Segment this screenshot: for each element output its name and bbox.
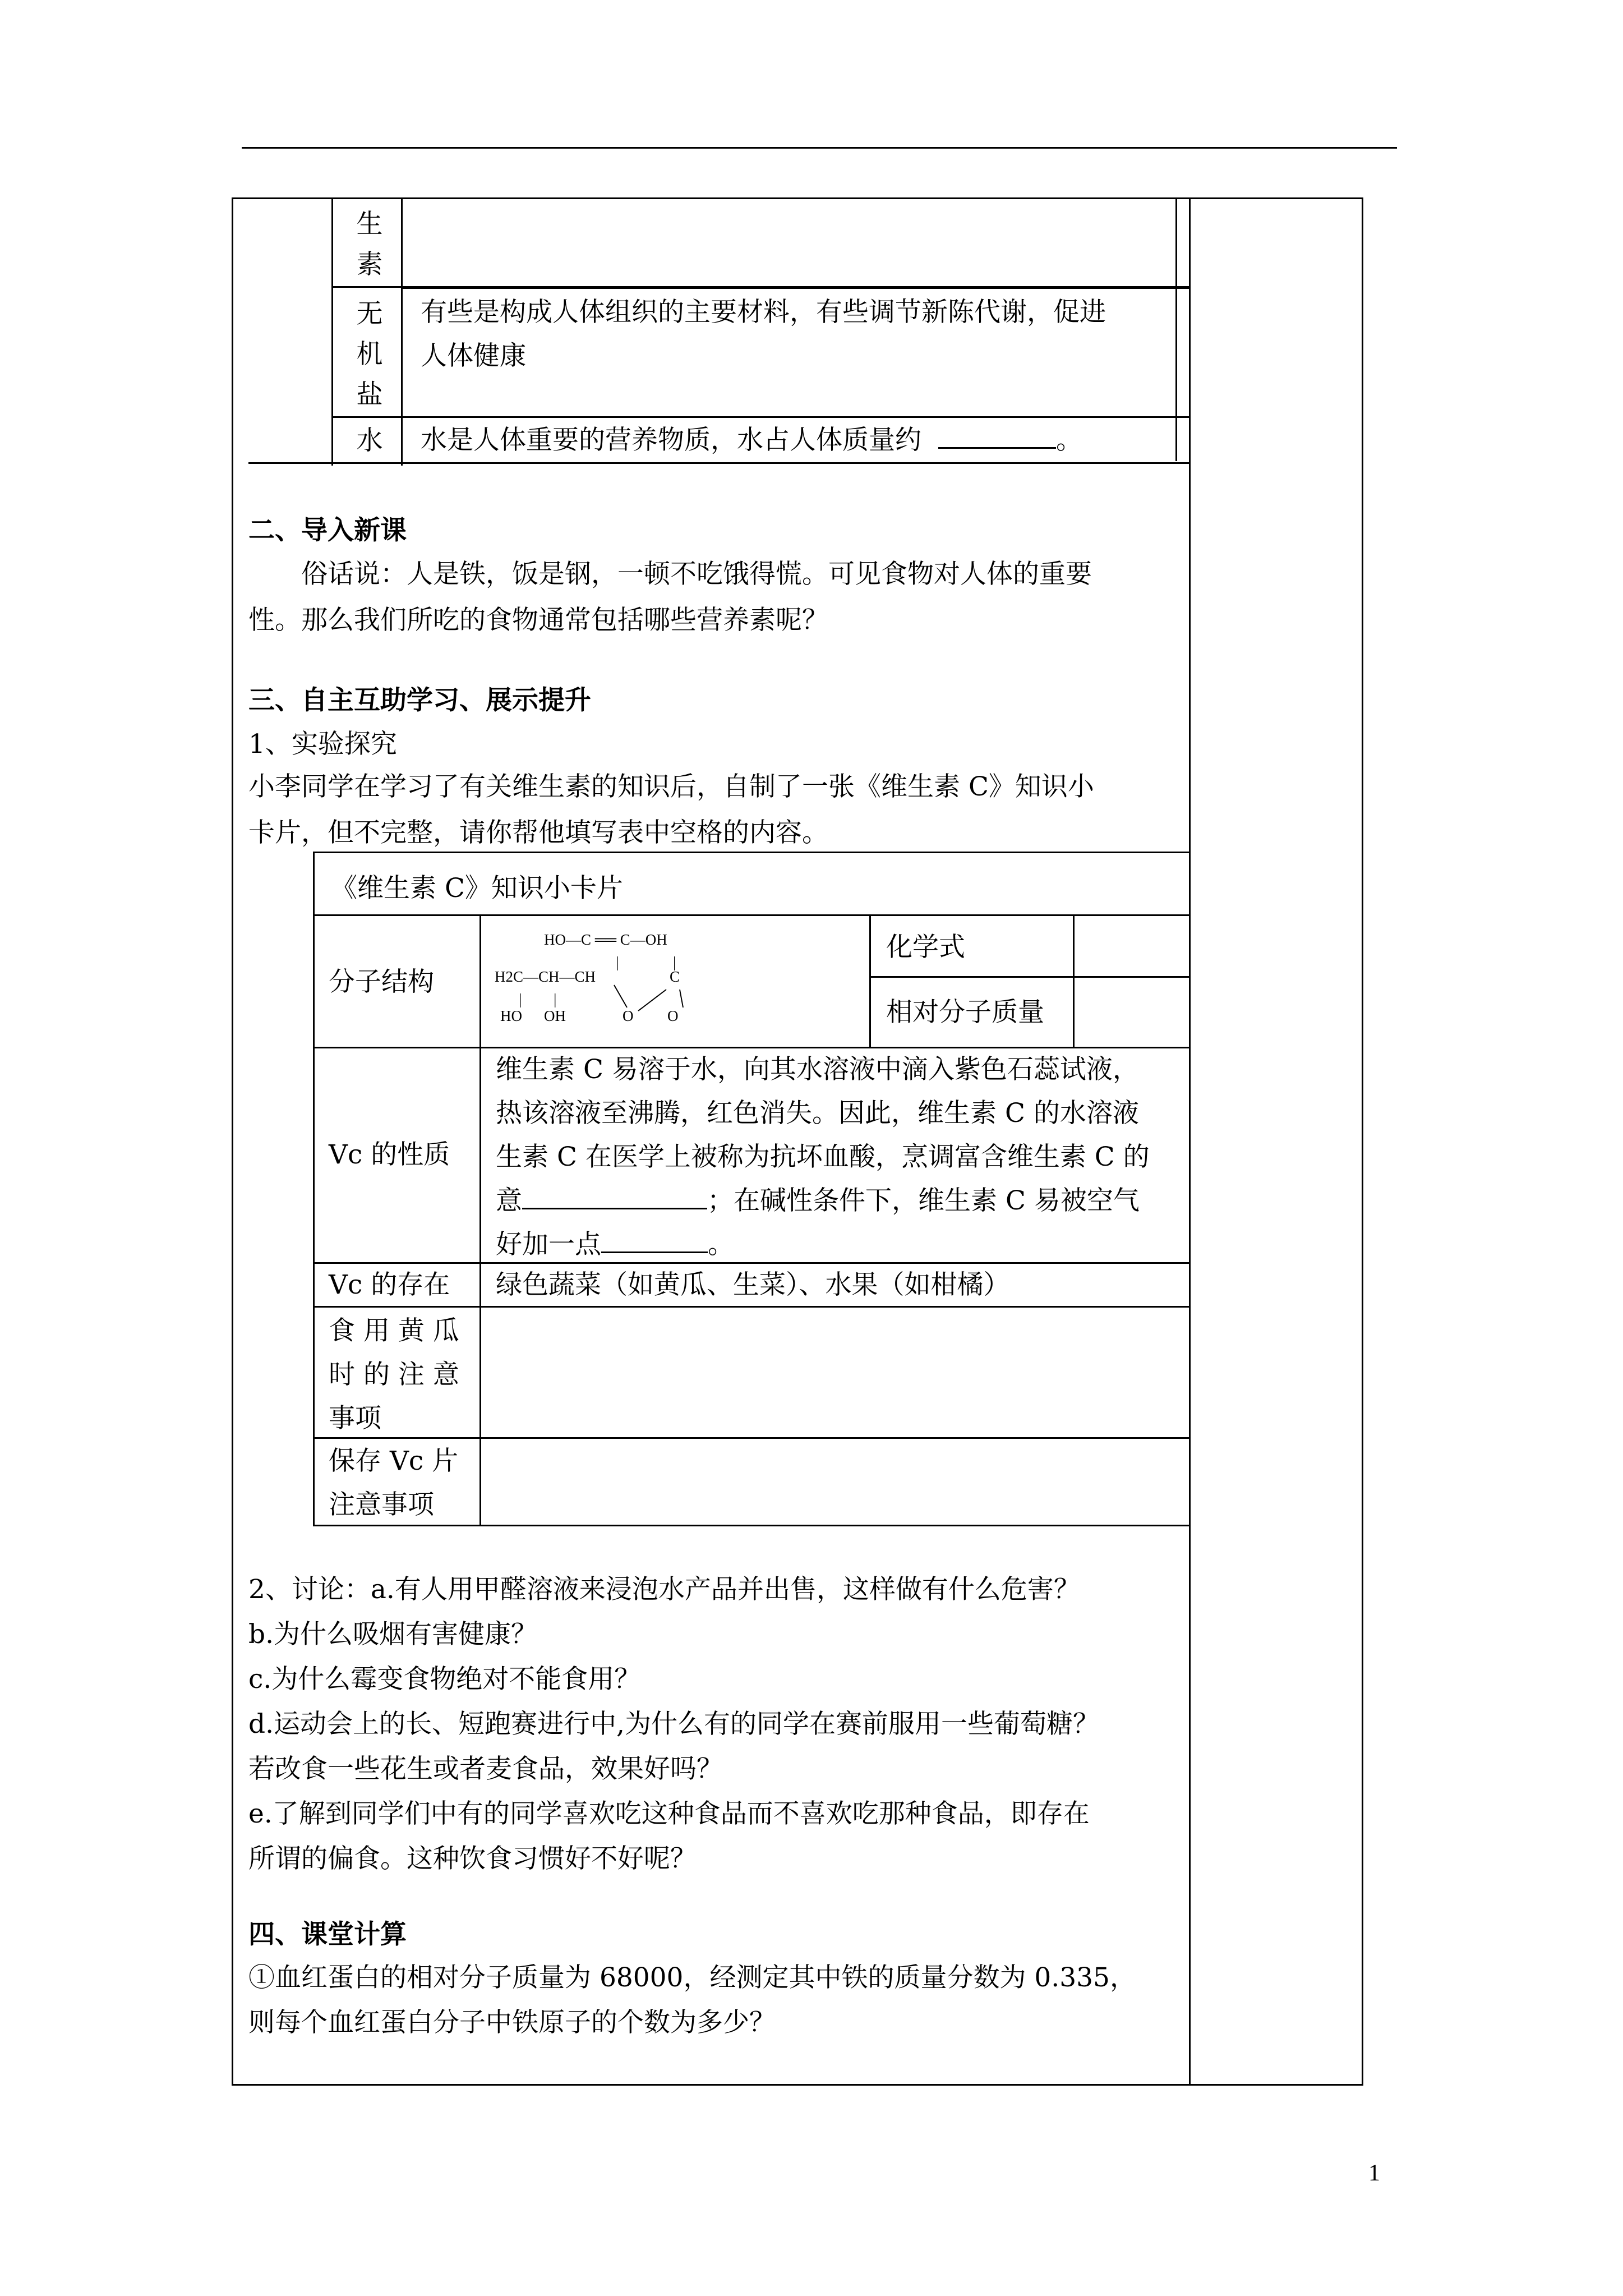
props-text: 维生素 C 易溶于水，向其水溶液中滴入紫色石蕊试液， 热该溶液至沸腾，红色消失。因此，维生素 C 的水溶液 生素 C 在医学上被称为抗坏血酸，烹调富含维生素 C 的 意 ；在碱性条件下，维生素 C 易被空气 好加一点 。 <box>496 1054 1150 1260</box>
structure-top: HO—C ══ C—OH <box>544 931 667 948</box>
structure-keto-o: O <box>667 1007 679 1024</box>
page-number: 1 <box>1368 2160 1380 2186</box>
formula-answer[interactable] <box>1076 917 1188 975</box>
section4-body: ①血红蛋白的相对分子质量为 68000，经测定其中铁的质量分数为 0.335， 则每个血红蛋白分子中铁原子的个数为多少？ <box>248 1962 1136 2038</box>
storage-label: 保存 Vc 片 注意事项 <box>329 1446 459 1520</box>
molecular-structure <box>488 931 735 1032</box>
section4-heading: 四、课堂计算 <box>248 1919 407 1950</box>
mass-answer[interactable] <box>1076 978 1188 1046</box>
discussion-item: 2、讨论：a.有人用甲醛溶液来浸泡水产品并出售，这样做有什么危害？ <box>248 1574 1080 1605</box>
structure-bond-4: | <box>554 991 557 1007</box>
section3-heading: 三、自主互助学习、展示提升 <box>248 685 591 716</box>
structure-bond-1: | <box>616 954 619 970</box>
discussion-item: c.为什么霉变食物绝对不能食用？ <box>248 1664 641 1695</box>
structure-bond-2: | <box>673 954 676 970</box>
props-blank-1[interactable] <box>522 1208 707 1209</box>
exist-label: Vc 的存在 <box>329 1269 450 1300</box>
discussion-item: d.运动会上的长、短跑赛进行中,为什么有的同学在赛前服用一些葡萄糖？ <box>248 1709 1099 1740</box>
mineral-description: 有些是构成人体组织的主要材料，有些调节新陈代谢，促进 人体健康 <box>421 297 1106 371</box>
section3-sub1: 1、实验探究 <box>248 729 397 760</box>
section2-body: 俗话说：人是铁，饭是钢，一顿不吃饿得慌。可见食物对人体的重要 性。那么我们所吃的食物通常包括哪些营养素呢？ <box>248 559 1092 636</box>
storage-answer[interactable] <box>482 1439 1186 1524</box>
discussion-item: e.了解到同学们中有的同学喜欢吃这种食品而不喜欢吃那种食品，即存在 <box>248 1798 1090 1829</box>
discussion-item: 所谓的偏食。这种饮食习惯好不好呢？ <box>248 1843 697 1874</box>
cucumber-answer[interactable] <box>482 1308 1186 1436</box>
props-label: Vc 的性质 <box>329 1139 450 1170</box>
props-blank-2[interactable] <box>601 1251 708 1253</box>
structure-ring-bonds <box>488 931 735 1032</box>
water-percent-blank[interactable] <box>938 447 1056 449</box>
formula-label: 化学式 <box>886 932 965 963</box>
section3-intro: 小李同学在学习了有关维生素的知识后，自制了一张《维生素 C》知识小 卡片，但不完整，请你帮他填写表中空格的内容。 <box>248 771 1094 848</box>
structure-label: 分子结构 <box>329 967 434 997</box>
water-description: 水是人体重要的营养物质，水占人体质量约 。 <box>421 425 1082 455</box>
structure-carbonyl: C <box>670 968 680 985</box>
discussion-item: b.为什么吸烟有害健康？ <box>248 1619 538 1650</box>
card-title: 《维生素 C》知识小卡片 <box>331 873 623 904</box>
section2-heading: 二、导入新课 <box>248 515 407 546</box>
mass-label: 相对分子质量 <box>886 997 1044 1028</box>
structure-oh1: HO <box>500 1007 522 1024</box>
structure-oh2: OH <box>544 1007 566 1024</box>
discussion-list <box>248 1567 1191 1881</box>
discussion-item: 若改食一些花生或者麦食品，效果好吗？ <box>248 1754 723 1784</box>
structure-bond-3: | <box>519 991 522 1007</box>
row-label-water: 水 <box>356 425 383 456</box>
structure-chain: H2C—CH—CH <box>495 968 596 985</box>
header-rule <box>242 147 1397 149</box>
exist-text: 绿色蔬菜（如黄瓜、生菜）、水果（如柑橘） <box>496 1269 1010 1300</box>
structure-ring-o: O <box>623 1007 634 1024</box>
cucumber-label: 食 用 黄 瓜 时 的 注 意 事项 <box>329 1315 459 1434</box>
